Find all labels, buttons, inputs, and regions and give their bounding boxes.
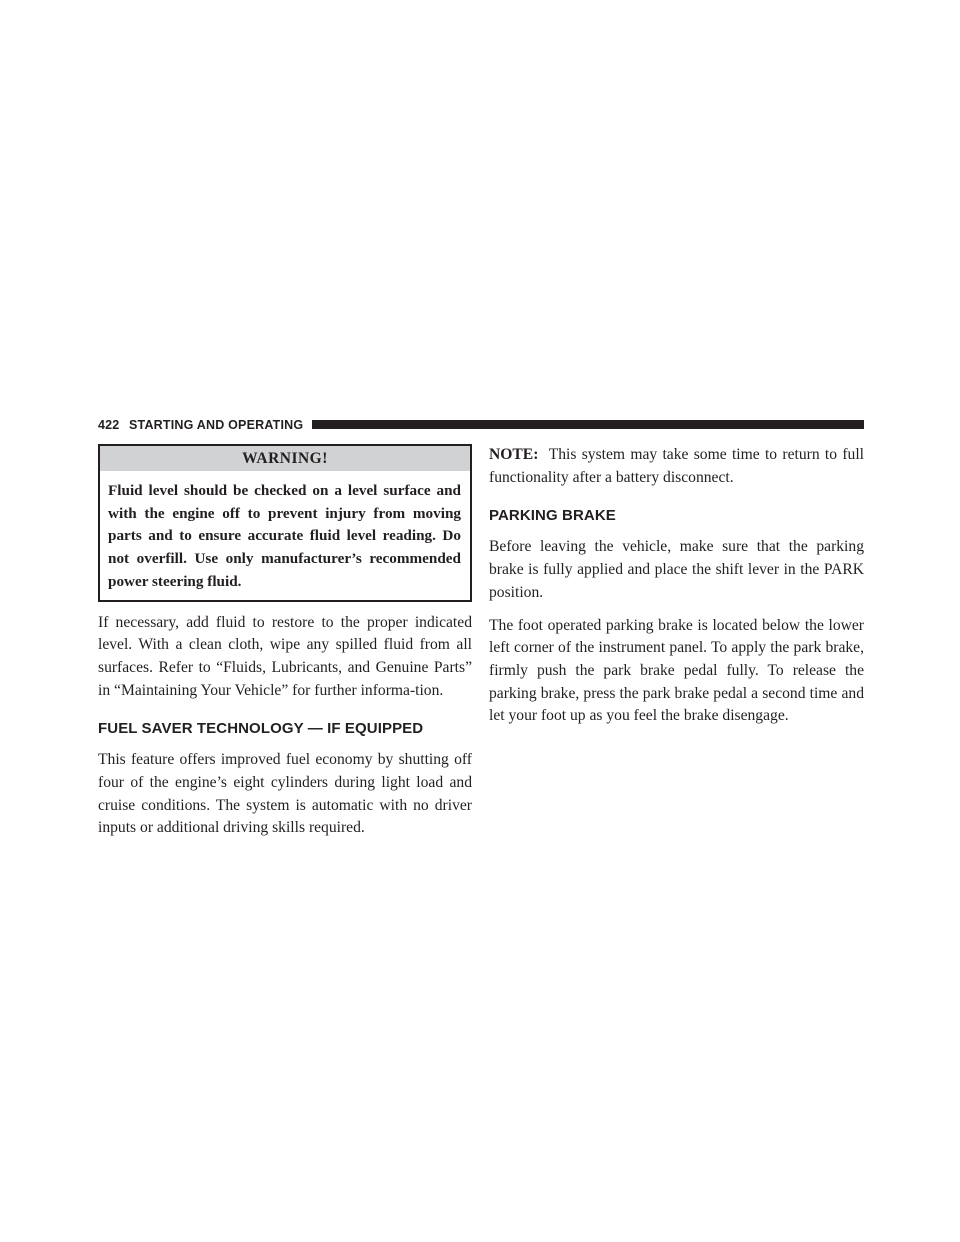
right-column — [489, 444, 864, 738]
warning-text: Fluid level should be checked on a level surface and with the engine off to prevent injury from moving parts and to ensure accurate fluid level reading. Do not overfill. Use only manufacturer’s recommended power steering fluid. — [108, 482, 461, 590]
warning-box — [98, 444, 472, 602]
foot-operated-paragraph: The foot operated parking brake is located below the lower left corner of the instrument panel. To apply the park brake, firmly push the park brake pedal fully. To release the parking brake, press the park brake pedal a second time and let your foot up as you feel the brake disengage. — [489, 616, 864, 725]
page-header — [98, 417, 864, 433]
section-title: STARTING AND OPERATING — [129, 418, 304, 432]
note-label: NOTE: — [489, 446, 539, 463]
note-paragraph — [489, 444, 864, 489]
left-column — [98, 444, 472, 850]
refill-paragraph: If necessary, add fluid to restore to the proper indicated level. With a clean cloth, wipe any spilled fluid from all surfaces. Refer to “Fluids, Lubricants, and Genuine Parts” in “Maintaining Your Vehicle” for further informa-tion. — [98, 613, 472, 699]
before-leaving-paragraph: Before leaving the vehicle, make sure that the parking brake is fully applied and place the shift lever in the PARK position. — [489, 538, 864, 601]
fuel-saver-paragraph: This feature offers improved fuel economy by shutting off four of the engine’s eight cylinders during light load and cruise conditions. The system is automatic with no driver inputs or additional driving skills required. — [98, 751, 472, 837]
page-number: 422 — [98, 418, 120, 432]
fuel-saver-heading: FUEL SAVER TECHNOLOGY — IF EQUIPPED — [98, 720, 424, 738]
warning-title: WARNING! — [100, 446, 470, 471]
note-text: This system may take some time to return to full functionality after a battery disconnect. — [489, 446, 864, 486]
header-rule — [312, 420, 864, 429]
parking-brake-heading: PARKING BRAKE — [489, 507, 616, 525]
